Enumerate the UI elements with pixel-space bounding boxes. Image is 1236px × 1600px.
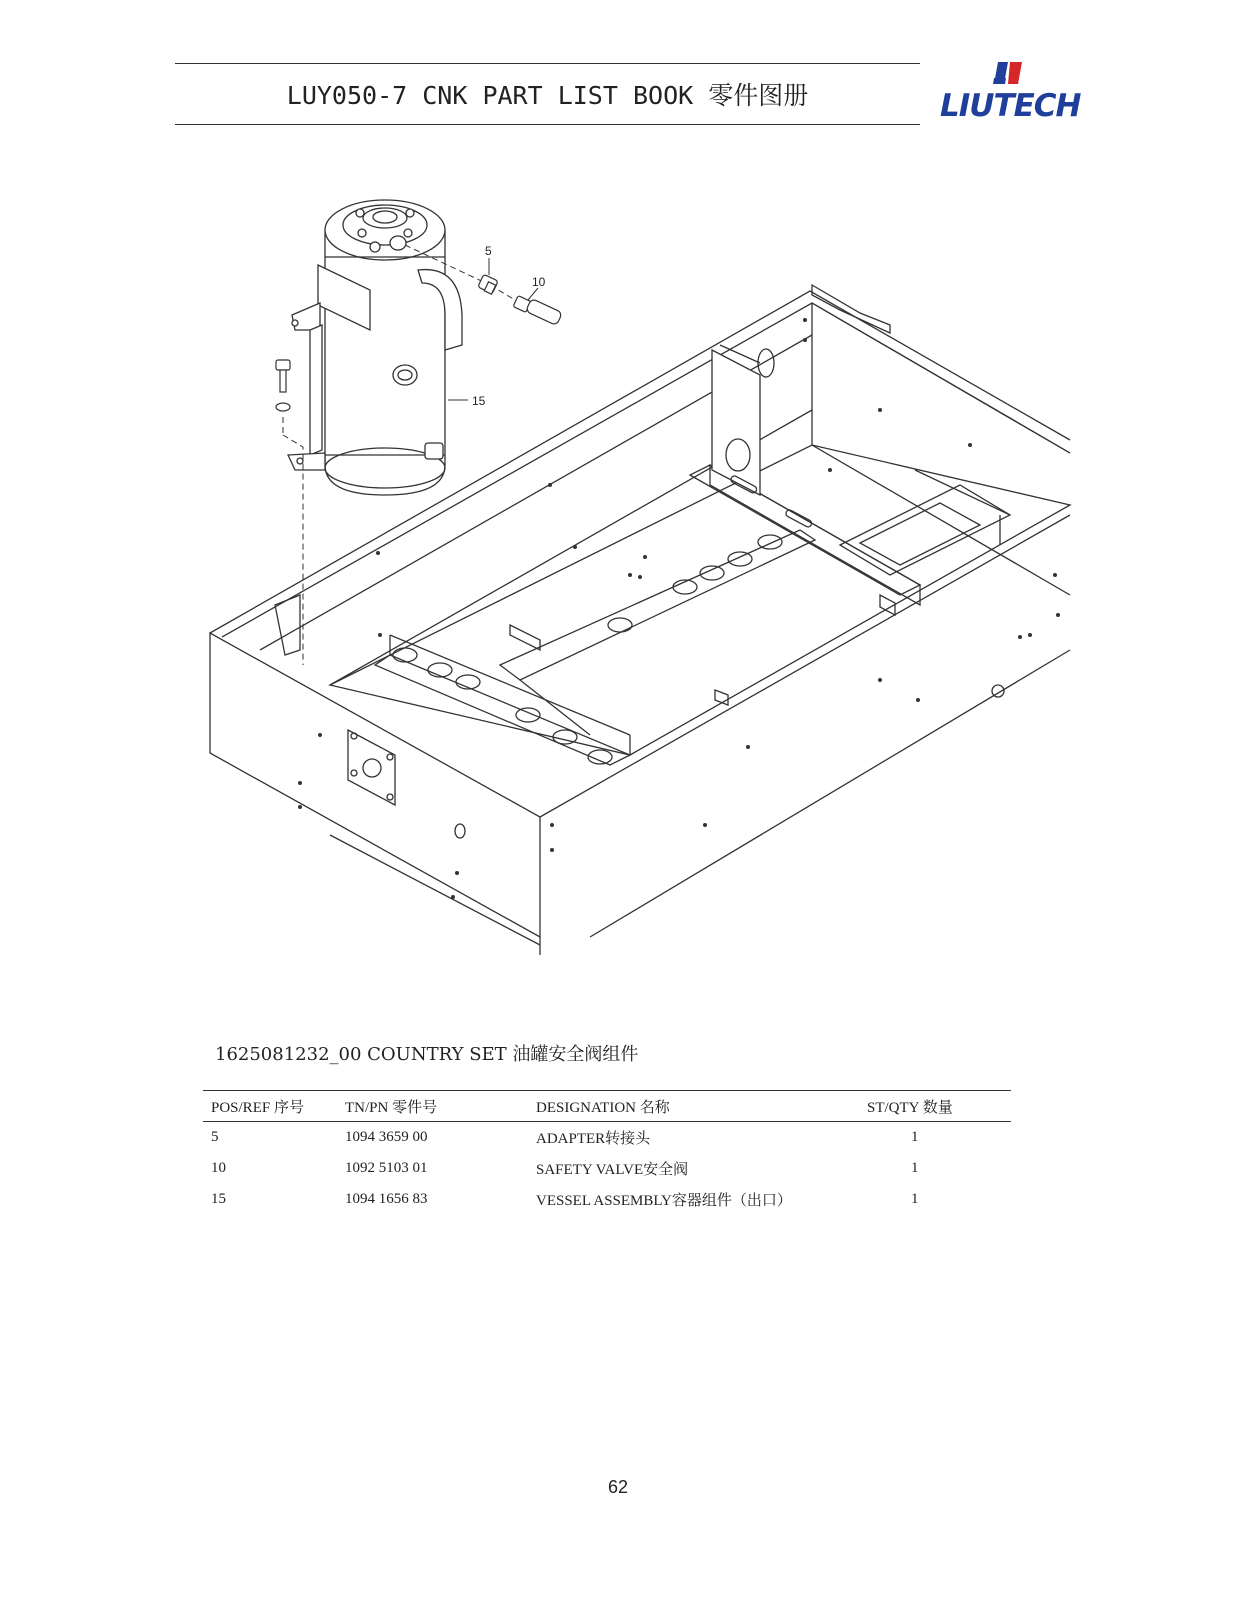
table-row <box>203 1122 1011 1154</box>
exploded-view-drawing <box>200 185 1080 955</box>
cell-quantity: 1 <box>911 1160 919 1176</box>
cell-designation: ADAPTER转接头 <box>536 1131 651 1147</box>
header-bottom-rule <box>175 124 920 125</box>
table-row <box>203 1153 1011 1184</box>
header-pos: POS/REF 序号 <box>211 1099 304 1116</box>
callout-10: 10 <box>532 275 546 289</box>
cell-designation: SAFETY VALVE安全阀 <box>536 1162 689 1178</box>
header-part-number: TN/PN 零件号 <box>345 1099 438 1116</box>
header-top-rule <box>175 63 920 64</box>
table-header-row <box>203 1091 1011 1122</box>
document-title: LUY050-7 CNK PART LIST BOOK 零件图册 <box>286 81 809 110</box>
cell-quantity: 1 <box>911 1129 919 1145</box>
table-row <box>203 1184 1011 1215</box>
cell-designation: VESSEL ASSEMBLY容器组件（出口） <box>536 1193 792 1209</box>
liutech-logo <box>938 56 1083 126</box>
parts-table <box>203 1090 1011 1215</box>
logo-wordmark: LIUTECH <box>940 88 1081 124</box>
cell-pos: 10 <box>211 1160 226 1176</box>
cell-part-number: 1092 5103 01 <box>345 1160 428 1176</box>
header-designation: DESIGNATION 名称 <box>536 1099 670 1116</box>
callout-15: 15 <box>472 394 486 408</box>
cell-part-number: 1094 1656 83 <box>345 1191 428 1207</box>
cell-part-number: 1094 3659 00 <box>345 1129 428 1145</box>
assembly-title: 1625081232_00 COUNTRY SET 油罐安全阀组件 <box>215 1044 639 1065</box>
cell-quantity: 1 <box>911 1191 919 1207</box>
header-quantity: ST/QTY 数量 <box>867 1099 953 1116</box>
page-number: 62 <box>607 1477 629 1497</box>
cell-pos: 5 <box>211 1129 219 1145</box>
cell-pos: 15 <box>211 1191 226 1207</box>
callout-5: 5 <box>485 244 492 258</box>
